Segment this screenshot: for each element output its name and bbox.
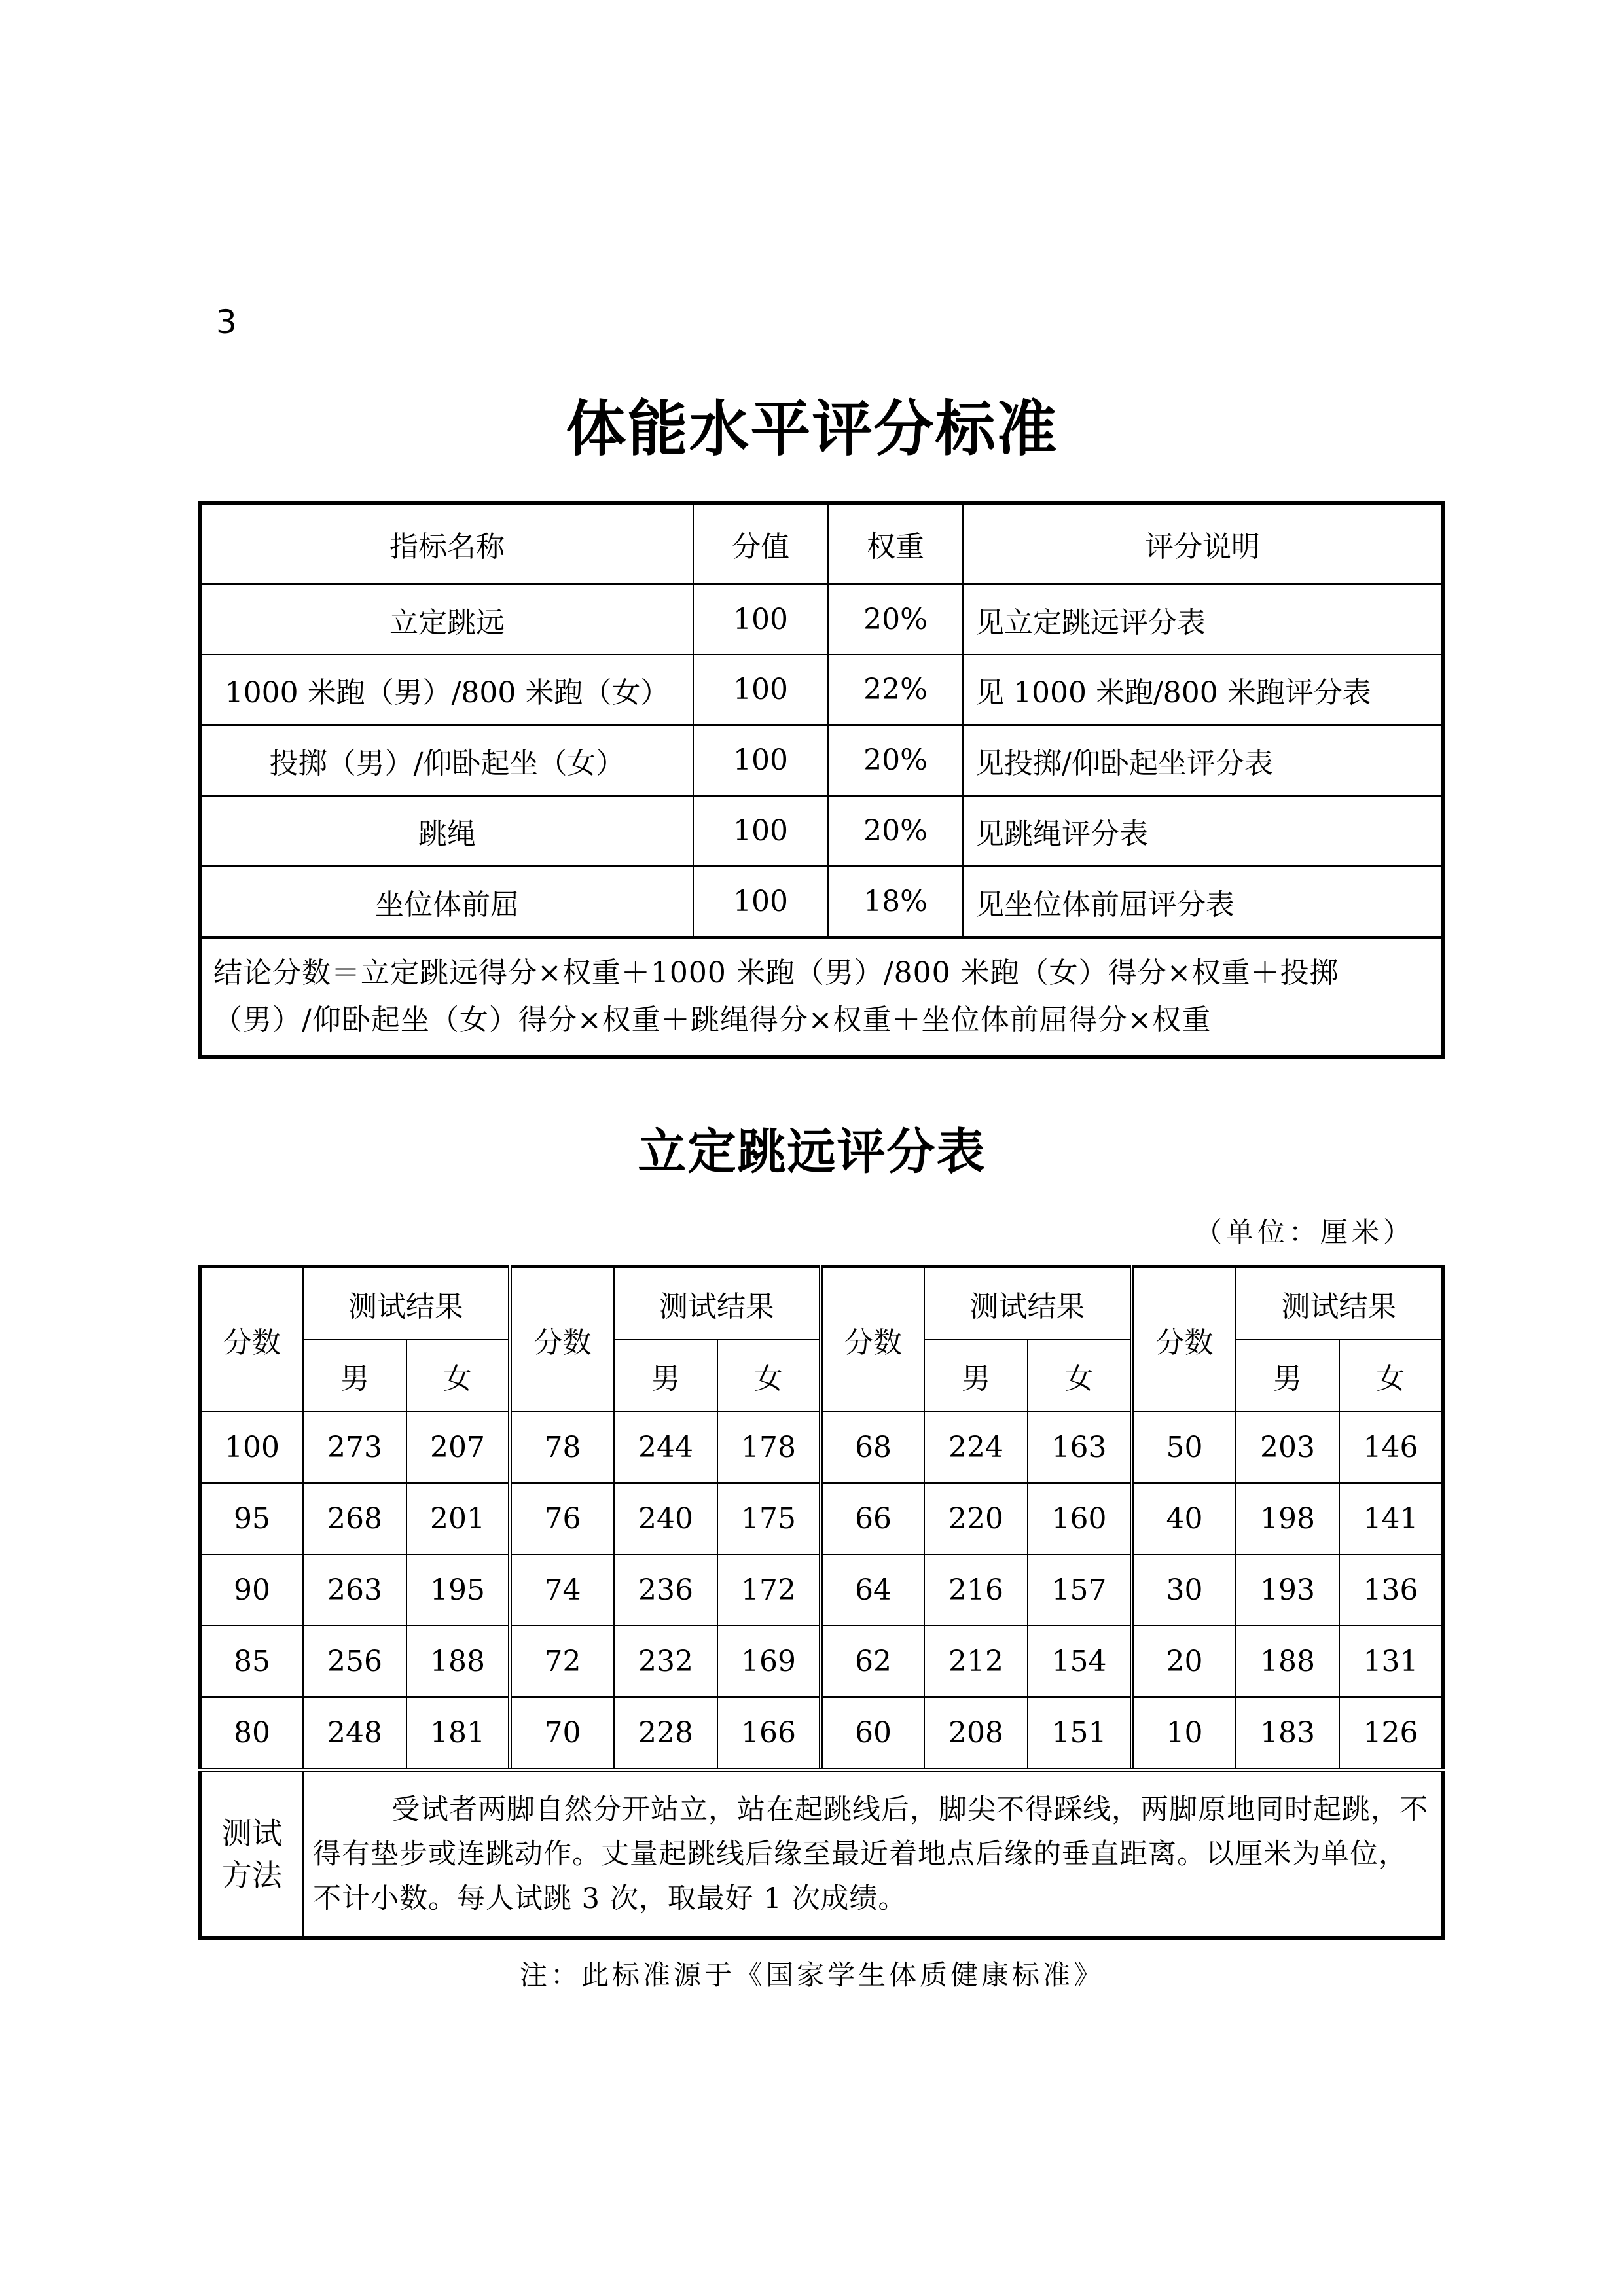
indicator-name: 跳绳 [200, 796, 693, 867]
indicator-name: 立定跳远 [200, 584, 693, 655]
page-number: 3 [216, 303, 237, 341]
test-method-label-text: 测试方法 [222, 1816, 282, 1893]
female-cell: 160 [1028, 1483, 1132, 1554]
header-male: 男 [614, 1340, 717, 1412]
score-cell: 74 [510, 1554, 614, 1626]
score-cell: 85 [200, 1626, 303, 1697]
header-female: 女 [1339, 1340, 1443, 1412]
header-score: 分数 [510, 1266, 614, 1412]
table-row [200, 1412, 1443, 1483]
score-cell: 10 [1132, 1697, 1236, 1770]
header-female: 女 [1028, 1340, 1132, 1412]
female-cell: 166 [717, 1697, 821, 1770]
male-cell: 216 [924, 1554, 1028, 1626]
table-row [200, 584, 1443, 655]
male-cell: 183 [1236, 1697, 1339, 1770]
female-cell: 151 [1028, 1697, 1132, 1770]
male-cell: 208 [924, 1697, 1028, 1770]
table-row [200, 725, 1443, 796]
indicator-weight: 20% [828, 725, 963, 796]
score-cell: 66 [821, 1483, 924, 1554]
indicator-description: 见 1000 米跑/800 米跑评分表 [963, 655, 1443, 725]
indicator-score: 100 [693, 655, 828, 725]
formula-row [200, 937, 1443, 1057]
male-cell: 232 [614, 1626, 717, 1697]
header-female: 女 [406, 1340, 510, 1412]
indicator-score: 100 [693, 867, 828, 938]
score-cell: 78 [510, 1412, 614, 1483]
male-cell: 268 [303, 1483, 406, 1554]
table-row [200, 1626, 1443, 1697]
male-cell: 224 [924, 1412, 1028, 1483]
test-method-row [200, 1770, 1443, 1939]
header-score: 分数 [200, 1266, 303, 1412]
male-cell: 188 [1236, 1626, 1339, 1697]
male-cell: 273 [303, 1412, 406, 1483]
male-cell: 228 [614, 1697, 717, 1770]
indicator-description: 见跳绳评分表 [963, 796, 1443, 867]
header-indicator-name: 指标名称 [200, 503, 693, 584]
female-cell: 195 [406, 1554, 510, 1626]
male-cell: 244 [614, 1412, 717, 1483]
indicator-weight: 18% [828, 867, 963, 938]
test-method-text: 受试者两脚自然分开站立，站在起跳线后，脚尖不得踩线，两脚原地同时起跳，不得有垫步或连跳动作。丈量起跳线后缘至最近着地点后缘的垂直距离。以厘米为单位，不计小数。每人试跳 3 次，取最好 1 次成绩。 [313, 1793, 1428, 1915]
score-cell: 100 [200, 1412, 303, 1483]
female-cell: 163 [1028, 1412, 1132, 1483]
score-cell: 76 [510, 1483, 614, 1554]
header-test-result: 测试结果 [924, 1266, 1132, 1340]
header-score: 分值 [693, 503, 828, 584]
female-cell: 207 [406, 1412, 510, 1483]
header-score: 分数 [821, 1266, 924, 1412]
indicator-description: 见坐位体前屈评分表 [963, 867, 1443, 938]
header-score: 分数 [1132, 1266, 1236, 1412]
score-cell: 40 [1132, 1483, 1236, 1554]
score-cell: 20 [1132, 1626, 1236, 1697]
female-cell: 154 [1028, 1626, 1132, 1697]
table-row [200, 1483, 1443, 1554]
indicator-name: 坐位体前屈 [200, 867, 693, 938]
male-cell: 193 [1236, 1554, 1339, 1626]
score-cell: 70 [510, 1697, 614, 1770]
table-row [200, 655, 1443, 725]
male-cell: 203 [1236, 1412, 1339, 1483]
fitness-summary-table [198, 501, 1445, 1059]
indicator-description: 见投掷/仰卧起坐评分表 [963, 725, 1443, 796]
male-cell: 198 [1236, 1483, 1339, 1554]
male-cell: 256 [303, 1626, 406, 1697]
score-cell: 90 [200, 1554, 303, 1626]
female-cell: 188 [406, 1626, 510, 1697]
male-cell: 240 [614, 1483, 717, 1554]
indicator-name: 投掷（男）/仰卧起坐（女） [200, 725, 693, 796]
score-cell: 50 [1132, 1412, 1236, 1483]
conclusion-formula: 结论分数＝立定跳远得分×权重＋1000 米跑（男）/800 米跑（女）得分×权重＋投掷（男）/仰卧起坐（女）得分×权重＋跳绳得分×权重＋坐位体前屈得分×权重 [200, 937, 1443, 1057]
header-male: 男 [1236, 1340, 1339, 1412]
header-test-result: 测试结果 [614, 1266, 821, 1340]
female-cell: 131 [1339, 1626, 1443, 1697]
indicator-score: 100 [693, 796, 828, 867]
unit-label: （单位：厘米） [1194, 1216, 1415, 1248]
score-cell: 30 [1132, 1554, 1236, 1626]
female-cell: 126 [1339, 1697, 1443, 1770]
score-cell: 68 [821, 1412, 924, 1483]
male-cell: 236 [614, 1554, 717, 1626]
table-row [200, 1697, 1443, 1770]
score-cell: 95 [200, 1483, 303, 1554]
female-cell: 157 [1028, 1554, 1132, 1626]
header-male: 男 [303, 1340, 406, 1412]
indicator-name: 1000 米跑（男）/800 米跑（女） [200, 655, 693, 725]
female-cell: 172 [717, 1554, 821, 1626]
female-cell: 175 [717, 1483, 821, 1554]
female-cell: 136 [1339, 1554, 1443, 1626]
indicator-weight: 22% [828, 655, 963, 725]
female-cell: 169 [717, 1626, 821, 1697]
header-test-result: 测试结果 [1236, 1266, 1443, 1340]
female-cell: 146 [1339, 1412, 1443, 1483]
score-cell: 64 [821, 1554, 924, 1626]
header-male: 男 [924, 1340, 1028, 1412]
header-test-result: 测试结果 [303, 1266, 510, 1340]
indicator-score: 100 [693, 725, 828, 796]
male-cell: 263 [303, 1554, 406, 1626]
test-method-description [303, 1770, 1443, 1939]
score-cell: 80 [200, 1697, 303, 1770]
score-cell: 62 [821, 1626, 924, 1697]
indicator-description: 见立定跳远评分表 [963, 584, 1443, 655]
score-cell: 72 [510, 1626, 614, 1697]
male-cell: 220 [924, 1483, 1028, 1554]
source-note: 注：此标准源于《国家学生体质健康标准》 [519, 1959, 1104, 1991]
male-cell: 212 [924, 1626, 1028, 1697]
indicator-weight: 20% [828, 796, 963, 867]
header-weight: 权重 [828, 503, 963, 584]
table-row [200, 1554, 1443, 1626]
table-row [200, 796, 1443, 867]
male-cell: 248 [303, 1697, 406, 1770]
header-female: 女 [717, 1340, 821, 1412]
table-row [200, 867, 1443, 938]
female-cell: 201 [406, 1483, 510, 1554]
test-method-label [200, 1770, 303, 1939]
jump-table-title: 立定跳远评分表 [638, 1124, 986, 1180]
female-cell: 181 [406, 1697, 510, 1770]
standing-long-jump-table [198, 1265, 1445, 1940]
main-title: 体能水平评分标准 [566, 393, 1058, 464]
indicator-score: 100 [693, 584, 828, 655]
female-cell: 141 [1339, 1483, 1443, 1554]
header-description: 评分说明 [963, 503, 1443, 584]
score-cell: 60 [821, 1697, 924, 1770]
indicator-weight: 20% [828, 584, 963, 655]
female-cell: 178 [717, 1412, 821, 1483]
